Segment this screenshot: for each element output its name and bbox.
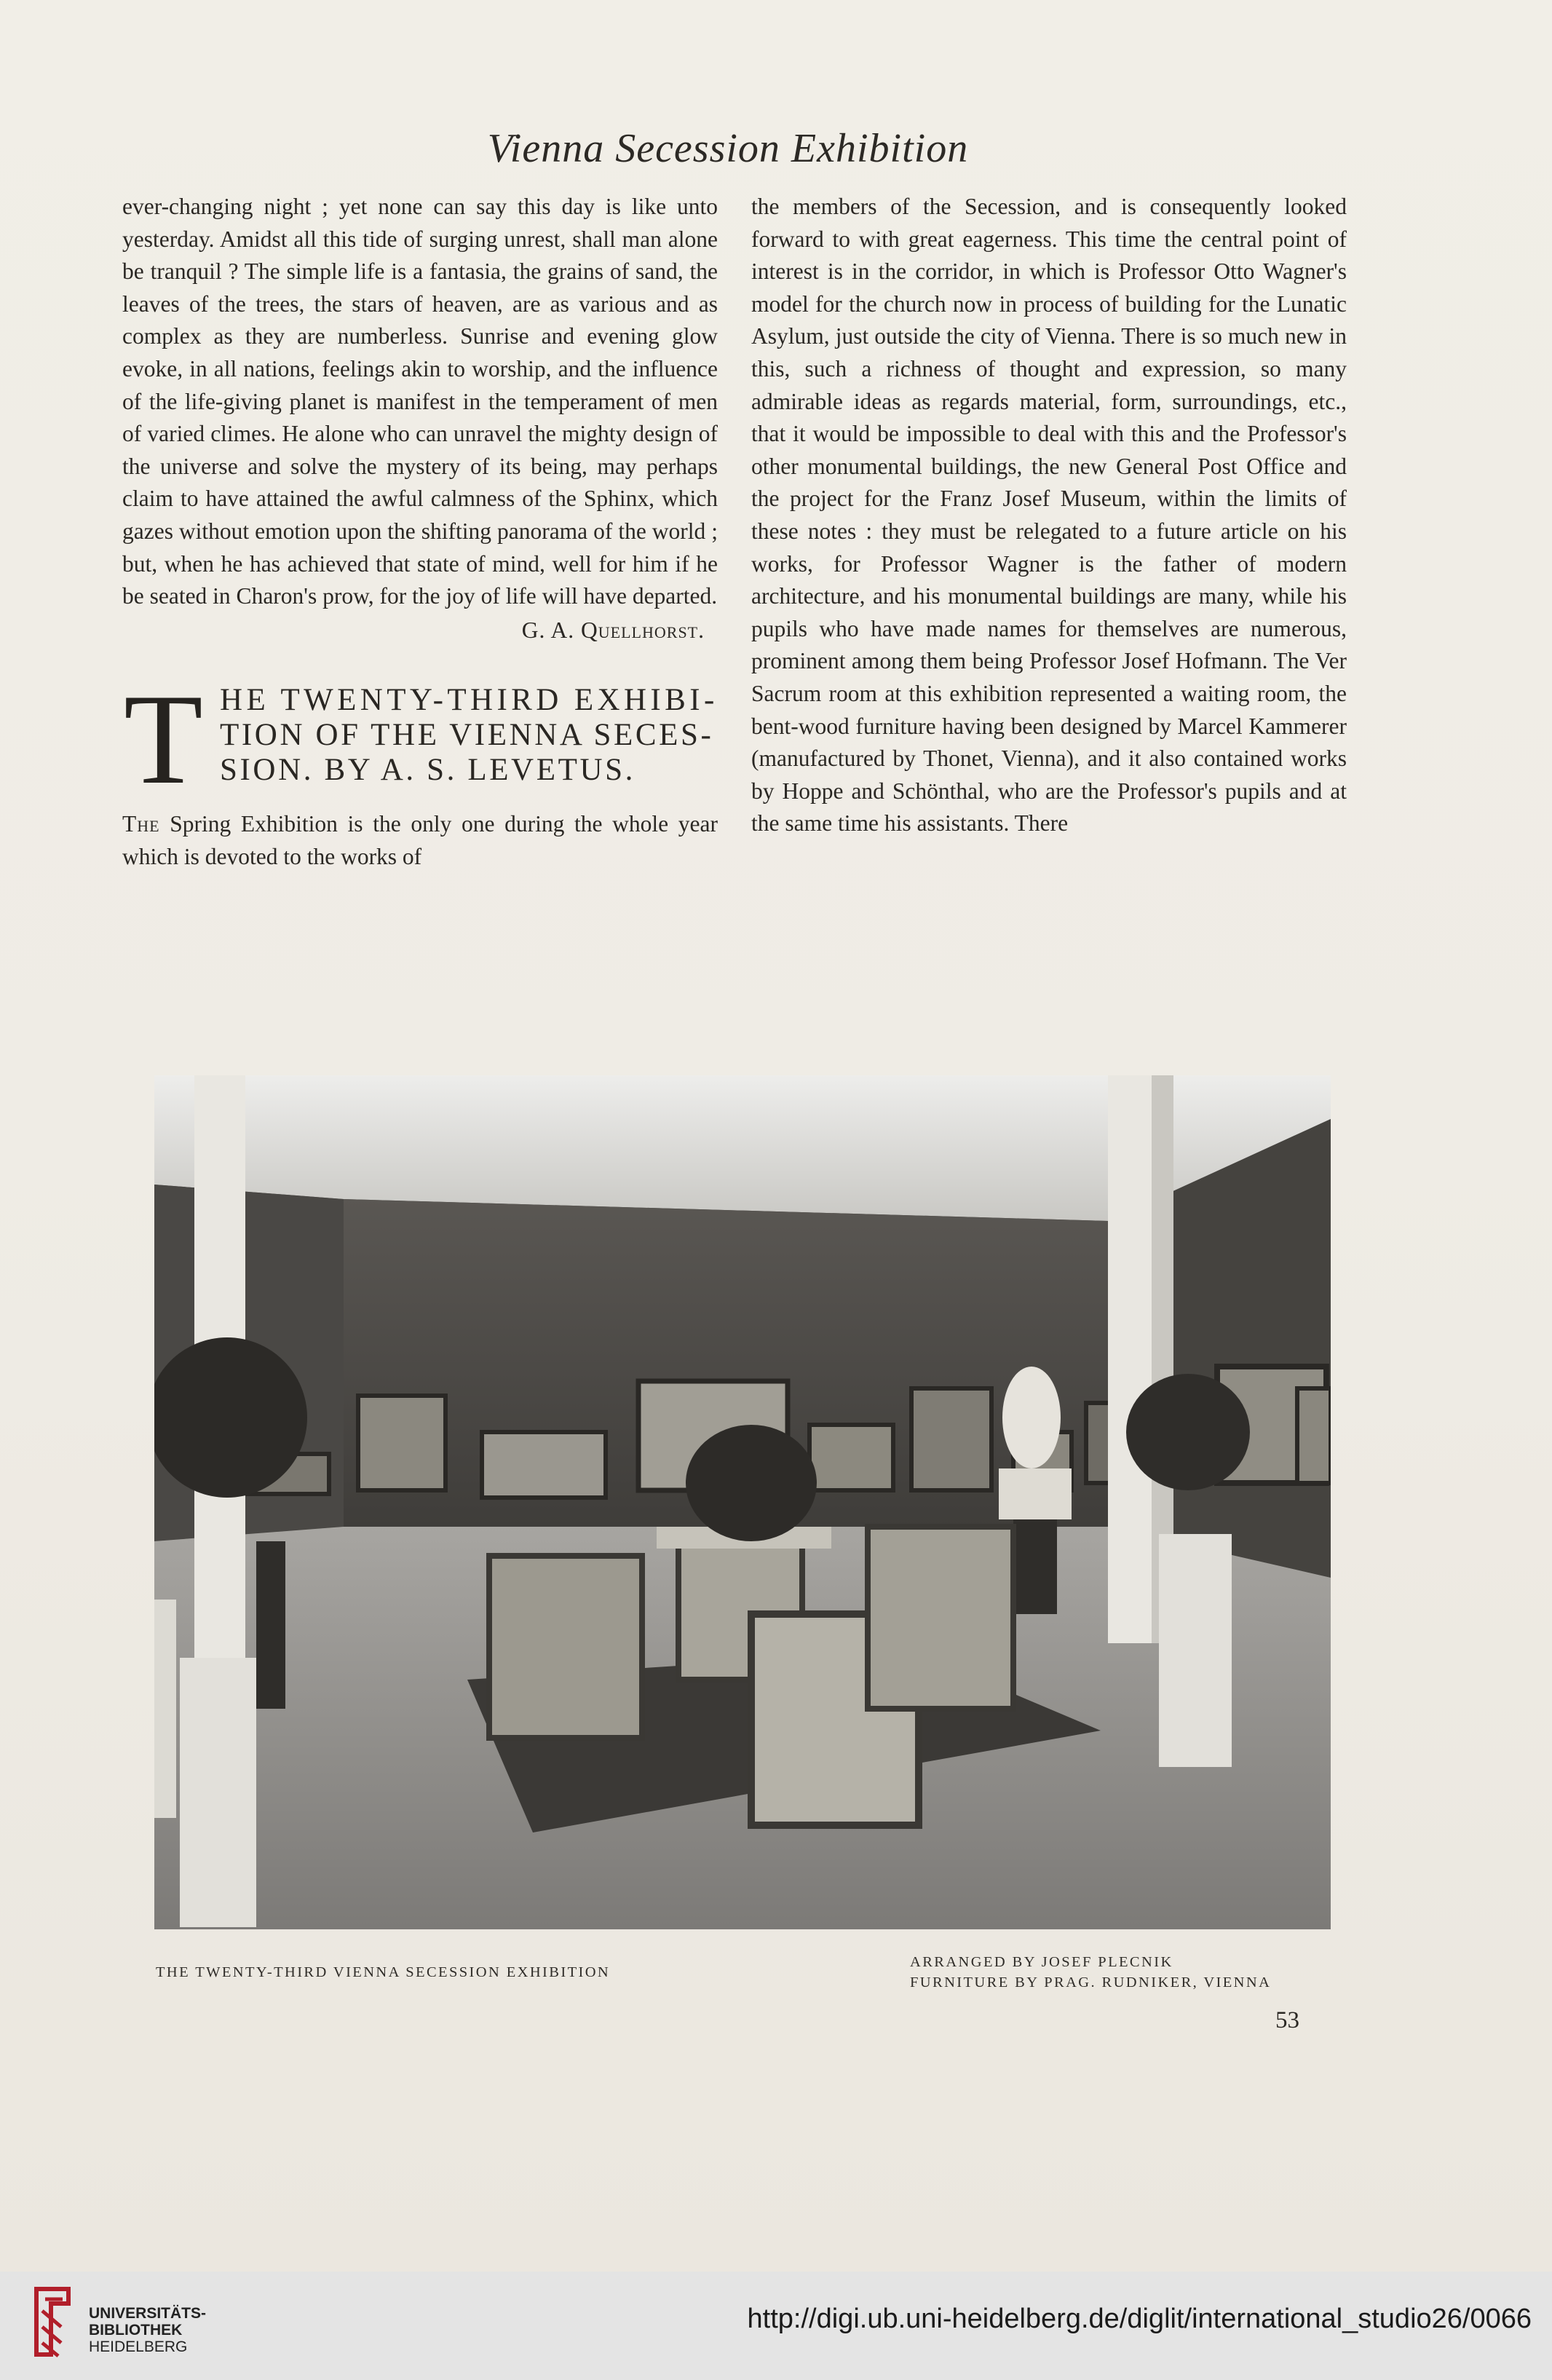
library-logo-icon bbox=[29, 2282, 76, 2362]
left-column bbox=[122, 191, 718, 874]
article-heading-line-1: HE TWENTY-THIRD EXHIBI- bbox=[220, 683, 718, 718]
running-head: Vienna Secession Exhibition bbox=[487, 126, 969, 171]
article-intro bbox=[122, 808, 718, 873]
library-name bbox=[89, 2305, 206, 2355]
page-number: 53 bbox=[1275, 2007, 1299, 2033]
article-heading-line-2: TION OF THE VIENNA SECES- bbox=[220, 718, 714, 753]
author-signature: G. A. Quellhorst. bbox=[521, 617, 705, 643]
digitization-footer bbox=[0, 2272, 1552, 2380]
photo-caption-credits bbox=[910, 1952, 1271, 1993]
article-heading-line-3: SION. BY A. S. LEVETUS. bbox=[220, 753, 636, 788]
photo-caption-arranger: ARRANGED BY JOSEF PLECNIK bbox=[910, 1954, 1173, 1970]
article-heading bbox=[122, 667, 718, 812]
intro-text: Spring Exhibition is the only one during the whole year which is devoted to the works of bbox=[122, 811, 718, 869]
gallery-room-illustration bbox=[154, 1075, 1331, 1929]
library-name-line-2: BIBLIOTHEK bbox=[89, 2322, 183, 2339]
library-name-line-1: UNIVERSITÄTS- bbox=[89, 2305, 207, 2322]
permalink-url[interactable]: http://digi.ub.uni-heidelberg.de/diglit/international_studio26/0066 bbox=[747, 2304, 1532, 2334]
photo-caption-title: THE TWENTY-THIRD VIENNA SECESSION EXHIBITION bbox=[156, 1964, 611, 1980]
intro-lead-word: The bbox=[122, 811, 160, 837]
right-column bbox=[751, 191, 1347, 840]
exhibition-photograph bbox=[154, 1075, 1331, 1929]
drop-cap: T bbox=[124, 667, 203, 812]
article-body-paragraph: the members of the Secession, and is consequently looked forward to with great eagerness. This time the central point of interest is in the corridor, in which is Professor Otto Wagner's model for the church now in process of building for the Lunatic Asylum, just outside the city of Vienna. There is so much new in this, such a richness of thought and expression, so many admirable ideas as regards material, form, surroundings, etc., that it would be impossible to deal with this and the Professor's other monumental buildings, the new General Post Office and the project for the Franz Josef Museum, within the limits of these notes : they must be relegated to a future article on his works, for Professor Wagner is the father of modern architecture, and his monumental buildings are many, while his pupils who have made names for themselves are numerous, prominent among them being Professor Josef Hofmann. The Ver Sacrum room at this exhibition represented a waiting room, the bent-wood furniture having been designed by Marcel Kammerer (manufactured by Thonet, Vienna), and it also contained works by Hoppe and Schönthal, who are the Professor's pupils and at the same time his assistants. There bbox=[751, 194, 1347, 837]
library-name-line-3: HEIDELBERG bbox=[89, 2339, 188, 2355]
photo-caption-furniture: FURNITURE BY PRAG. RUDNIKER, VIENNA bbox=[910, 1974, 1272, 1990]
essay-closing-paragraph: ever-changing night ; yet none can say this day is like unto yesterday. Amidst all this tide of surging unrest, shall man alone be tranquil ? The simple life is a fantasia, the grains of sand, the leaves of the trees, the stars of heaven, are as various and as complex as they are numberless. Sunrise and evening glow evoke, in all nations, feelings akin to worship, and the influence of the life-giving planet is manifest in the temperament of men of varied climes. He alone who can unravel the mighty design of the universe and solve the mystery of its being, may perhaps claim to have attained the awful calmness of the Sphinx, which gazes without emotion upon the shifting panorama of the world ; but, when he has achieved that state of mind, well for him if he be seated in Charon's prow, for the joy of life will have departed. bbox=[122, 194, 718, 609]
